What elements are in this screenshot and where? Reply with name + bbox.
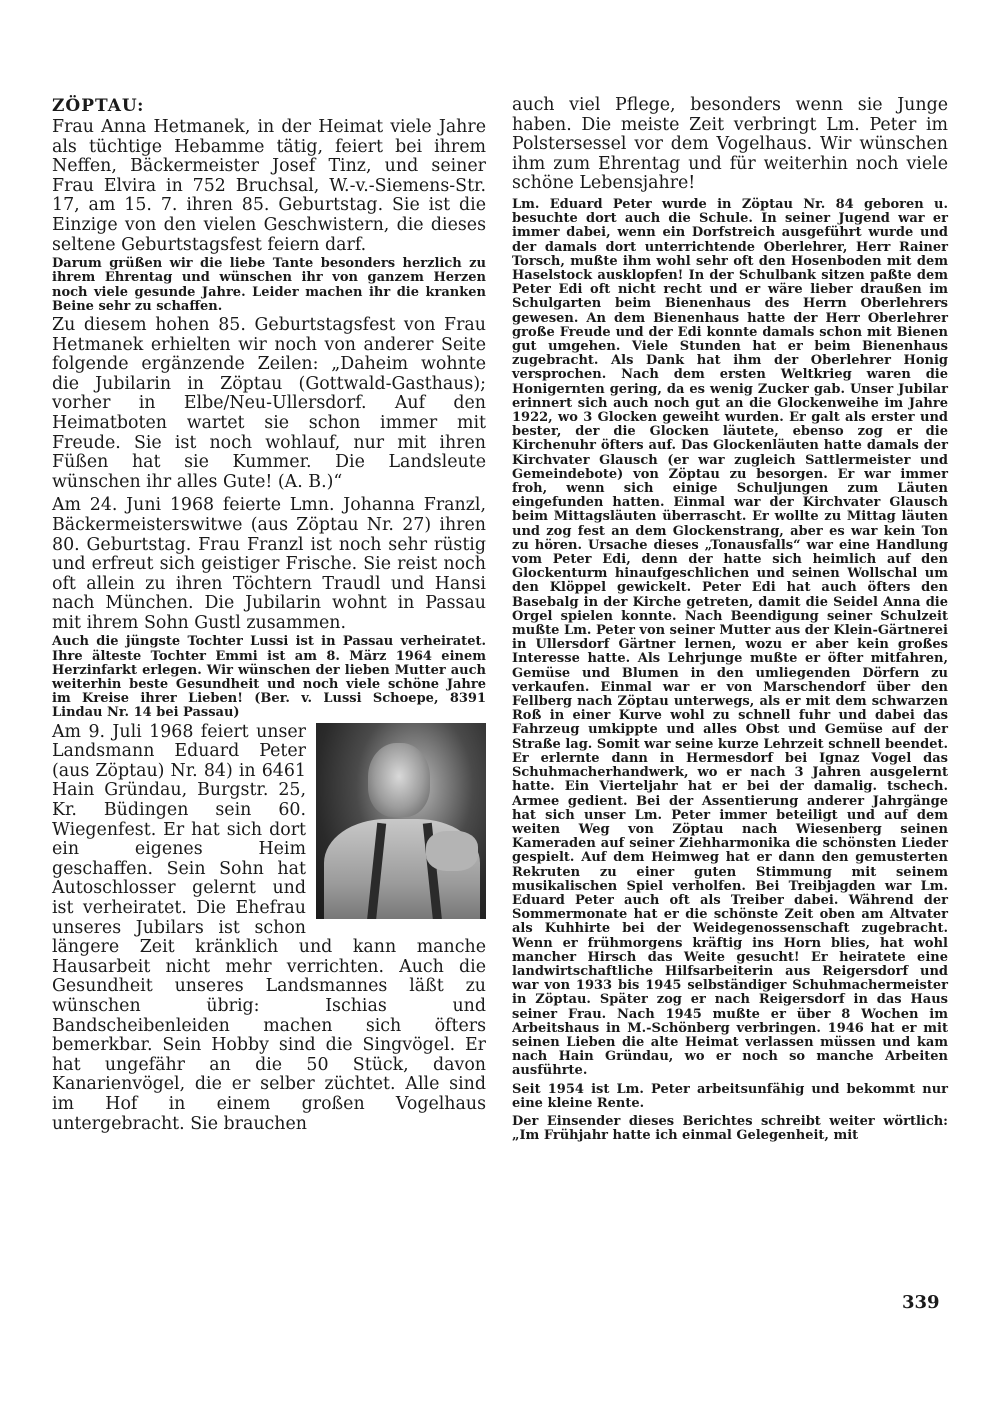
article-peter-continued: auch viel Pflege, besonders wenn sie Junge haben. Die meiste Zeit verbringt Lm. Peter im Polstersessel vor dem Vogelhaus. Wir wünschen ihm zum Ehrentag und für weiterhin noch viele schöne Lebensjahre! bbox=[512, 95, 948, 194]
note-peter-sender: Der Einsender dieses Berichtes schreibt weiter wörtlich: „Im Frühjahr hatte ich einmal Gelegenheit, mit bbox=[512, 1113, 948, 1144]
section-heading: ZÖPTAU: bbox=[52, 96, 145, 116]
photo-face bbox=[368, 743, 430, 817]
article-hetmanek-addendum: Zu diesem hohen 85. Geburtstagsfest von Frau Hetmanek erhielten wir noch von anderer Seite folgende ergänzende Zeilen: „Daheim wohnte die Jubilarin in Zöptau (Gottwald-Gasthaus); vorher in Elbe/Neu-Ullersdorf. Auf den Heimatboten wartet sie schon immer mit Freude. Sie ist noch wohlauf, nur mit ihren Füßen hat sie Kummer. Die Landsleute wünschen ihr alles Gute! (A. B.)“ bbox=[52, 314, 486, 492]
left-column bbox=[52, 96, 486, 1134]
portrait-photo bbox=[316, 723, 486, 919]
note-hetmanek: Darum grüßen wir die liebe Tante besonders herzlich zu ihrem Ehrentag und wünschen ihr von ganzem Herzen noch viele gesunde Jahre. Leider machen ihr die kranken Beine sehr zu schaffen. bbox=[52, 256, 486, 314]
article-peter: Am 9. Juli 1968 feiert unser Landsmann Eduard Peter (aus Zöptau) Nr. 84) in 6461 Hain Gründau, Burgstr. 25, Kr. Büdingen sein 60. Wiegenfest. Er hat sich dort ein eigenes Heim geschaffen. Sein Sohn hat Autoschlosser gelernt und ist verheiratet. Die Ehefrau unseres Jubilars ist schon längere Zeit kränklich und kann manche Hausarbeit nicht mehr verrichten. Auch die Gesundheit unseres Landsmannes läßt zu wünschen übrig: Ischias und Bandscheibenleiden machen sich öfters bemerkbar. Sein Hobby sind die Singvögel. Er hat ungefähr an die 50 Stück, davon Kanarienvögel, die er selber züchtet. Alle sind im Hof in einem großen Vogelhaus untergebracht. Sie brauchen bbox=[52, 721, 486, 1134]
note-peter-biography: Lm. Eduard Peter wurde in Zöptau Nr. 84 geboren u. besuchte dort auch die Schule. In seiner Jugend war er immer dabei, wenn ein Dorfstreich ausgeführt wurde und der damals dort unterrichtende Oberlehrer, Herr Rainer Torsch, mußte ihm wohl sehr oft den Hosenboden mit dem Haselstock ausklopfen! In der Schulbank sitzen paßte dem Peter Edi oft nicht recht und er wäre lieber draußen im Schulgarten beim Bienenhaus des Herrn Oberlehrers gewesen. An dem Bienenhaus hatte der Herr Oberlehrer große Freude und der Edi konnte damals schon mit Bienen gut umgehen. Viele Stunden hat er beim Bienenhaus zugebracht. Als Dank hat ihm der Oberlehrer Honig versprochen. Nach dem ersten Weltkrieg waren die Honigernten gering, da es wenig Zucker gab. Unser Jubilar erinnert sich auch noch gut an die Glockenweihe im Jahre 1922, wo 3 Glocken geweiht wurden. Er galt als erster und bester, der die Glocken läutete, ebenso zog er die Kirchenuhr öfters auf. Das Glockenläuten hatte damals der Kirchvater Glausch (er war zugleich Sattlermeister und Gemeindebote) von Zöptau zu besorgen. Er war immer froh, wenn sich einige Schuljungen zum Läuten eingefunden hatten. Einmal war der Kirchvater Glausch beim Mittagsläuten überrascht. Er wollte zu Mittag läuten und zog fest an dem Glockenstrang, aber es war kein Ton zu hören. Ursache dieses „Tonausfalls“ war eine Handlung vom Peter Edi, denn der hatte sich heimlich auf den Glockenturm hinaufgeschlichen und seinen Wollschal um den Klöppel gewickelt. Peter Edi hat auch öfters den Basebalg in der Kirche getreten, damit die Seidel Anna die Orgel spielen konnte. Nach Beendigung seiner Schulzeit mußte Lm. Peter von seiner Mutter aus der Klein-Gärtnerei in Ullersdorf Gärtner lernen, wozu er aber kein großes Interesse hatte. Als Lehrjunge mußte er öfter mitfahren, Gemüse und Blumen in den umliegenden Dörfern zu verkaufen. Einmal war er von Marschendorf über den Fellberg nach Zöptau unterwegs, als er mit dem schwarzen Roß in einer Kurve wohl zu schnell fuhr und dabei das Fahrzeug umkippte und alles Obst und Gemüse auf der Straße lag. Somit war seine kurze Lehrzeit schnell beendet. Er erlernte dann in Hermesdorf bei Ignaz Vogel das Schuhmacherhandwerk, wo er nach 3 Jahren ausgelernt hatte. Ein Vierteljahr hat er bei der damalig. tschech. Armee gedient. Bei der Assentierung anderer Jahrgänge hat sich unser Lm. Peter immer beteiligt und auf dem weiten Weg von Zöptau nach Wiesenberg seinen Kameraden auf seiner Ziehharmonika die schönsten Lieder gespielt. Auf dem Heimweg hat er dann den gemusterten Rekruten zu einer guten Stimmung mit seinem musikalischen Spiel verholfen. Bei Treibjagden war Lm. Eduard Peter auch oft als Treiber dabei. Während der Sommermonate hat er die schönste Zeit oben am Altvater als Kuhhirte bei der Weidegenossenschaft zugebracht. Wenn er frühmorgens kräftig ins Horn blies, hat wohl mancher Hirsch das Weite gesucht! Er heiratete eine landwirtschaftliche Hilfsarbeiterin aus Reigersdorf und war von 1933 bis 1945 selbständiger Schuhmachermeister in Zöptau. Später zog er nach Reigersdorf in das Haus seiner Frau. Nach 1945 mußte er über 8 Wochen im Arbeitshaus in M.-Schönberg verbringen. 1946 hat er mit seinen Lieben die alte Heimat verlassen müssen und kam nach Hain Gründau, wo er noch so manche Arbeiten ausführte. bbox=[512, 196, 949, 1079]
page-number: 339 bbox=[902, 1292, 940, 1313]
photo-arm bbox=[426, 831, 478, 871]
right-column bbox=[512, 96, 948, 1143]
note-peter-rente: Seit 1954 ist Lm. Peter arbeitsunfähig und bekommt nur eine kleine Rente. bbox=[512, 1081, 948, 1111]
article-hetmanek: Frau Anna Hetmanek, in der Heimat viele Jahre als tüchtige Hebamme tätig, feiert bei ihrem Neffen, Bäckermeister Josef Tinz, und seiner Frau Elvira in 752 Bruchsal, W.-v.-Siemens-Str. 17, am 15. 7. ihren 85. Geburtstag. Sie ist die Einzige von den vielen Geschwistern, die dieses seltene Geburtstagsfest feiern darf. bbox=[52, 117, 486, 255]
article-franzl: Am 24. Juni 1968 feierte Lmn. Johanna Franzl, Bäckermeisterswitwe (aus Zöptau Nr. 27) ihren 80. Geburtstag. Frau Franzl ist noch sehr rüstig und erfreut sich geistiger Frische. Sie reist noch oft allein zu ihren Töchtern Traudl und Hansi nach München. Die Jubilarin wohnt in Passau mit ihrem Sohn Gustl zusammen. bbox=[52, 495, 486, 633]
note-franzl: Auch die jüngste Tochter Lussi ist in Passau verheiratet. Ihre älteste Tochter Emmi ist am 8. März 1964 einem Herzinfarkt erlegen. Wir wünschen der lieben Mutter auch weiterhin beste Gesundheit und noch viele schöne Jahre im Kreise ihrer Lieben! (Ber. v. Lussi Schoepe, 8391 Lindau Nr. 14 bei Passau) bbox=[52, 634, 486, 721]
